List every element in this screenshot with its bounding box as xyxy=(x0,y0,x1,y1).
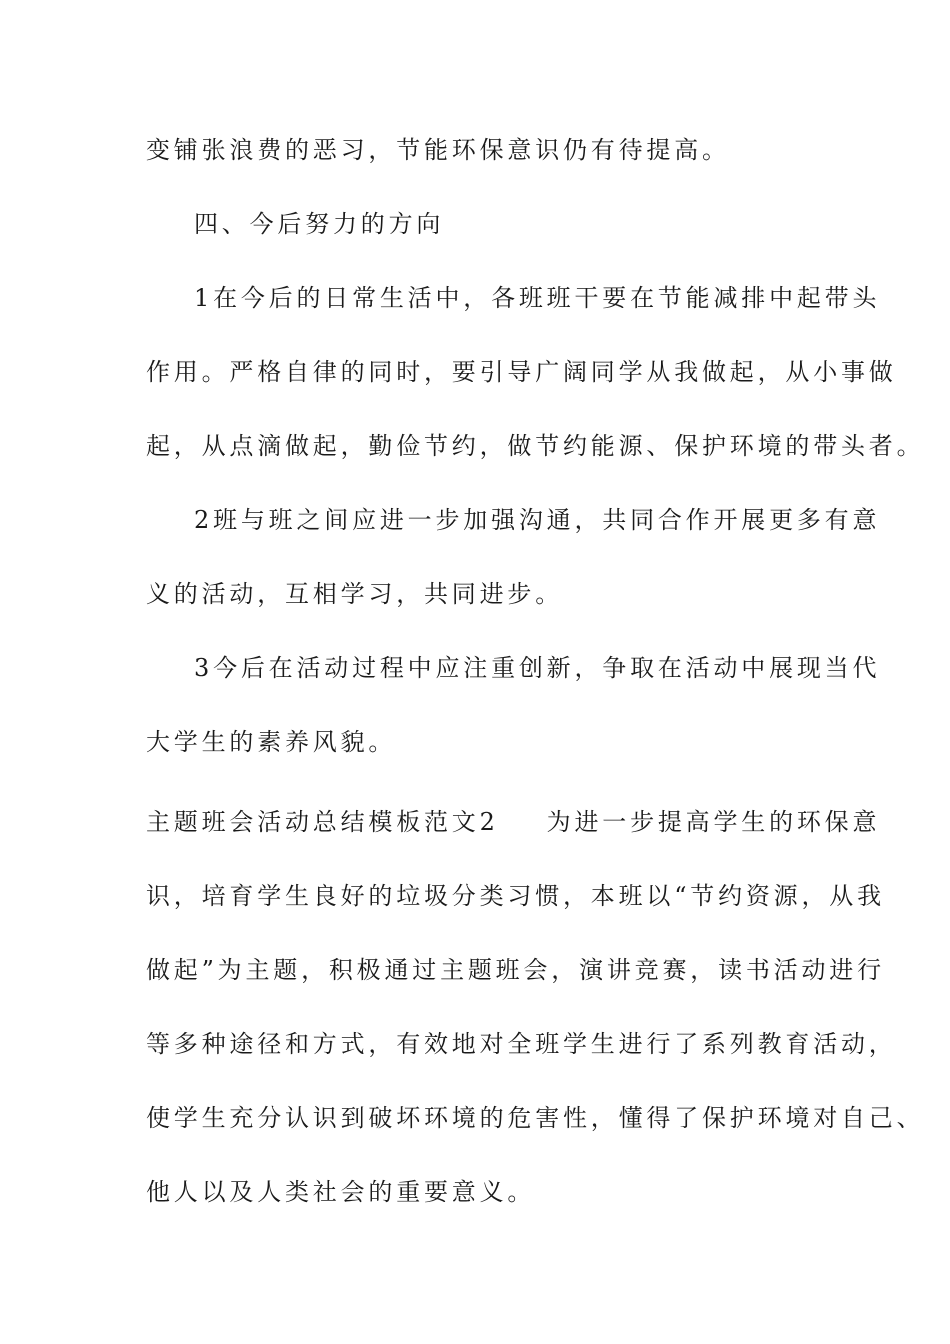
section-first-line: 为进一步提高学生的环保意 xyxy=(546,808,881,836)
paragraph-line: 义的活动，互相学习，共同进步。 xyxy=(146,580,563,608)
paragraph-line: 识，培育学生良好的垃圾分类习惯，本班以“节约资源，从我 xyxy=(146,882,885,910)
paragraph-line: 变铺张浪费的恶习，节能环保意识仍有待提高。 xyxy=(146,136,730,164)
paragraph-line: 他人以及人类社会的重要意义。 xyxy=(146,1178,536,1206)
paragraph-line: 做起”为主题，积极通过主题班会，演讲竞赛，读书活动进行 xyxy=(146,956,885,984)
paragraph-line: 大学生的素养风貌。 xyxy=(146,728,397,756)
paragraph-line: 3今后在活动过程中应注重创新，争取在活动中展现当代 xyxy=(194,654,881,682)
paragraph-line: 作用。严格自律的同时，要引导广阔同学从我做起，从小事做 xyxy=(146,358,897,386)
paragraph-line: 使学生充分认识到破坏环境的危害性，懂得了保护环境对自己、 xyxy=(146,1104,925,1132)
section-heading: 四、今后努力的方向 xyxy=(194,210,445,238)
paragraph-line: 起，从点滴做起，勤俭节约，做节约能源、保护环境的带头者。 xyxy=(146,432,925,460)
section-title: 主题班会活动总结模板范文2 xyxy=(146,808,499,836)
section-title-line xyxy=(146,806,880,838)
paragraph-line: 等多种途径和方式，有效地对全班学生进行了系列教育活动， xyxy=(146,1030,897,1058)
paragraph-line: 1在今后的日常生活中，各班班干要在节能减排中起带头 xyxy=(194,284,881,312)
paragraph-line: 2班与班之间应进一步加强沟通，共同合作开展更多有意 xyxy=(194,506,881,534)
